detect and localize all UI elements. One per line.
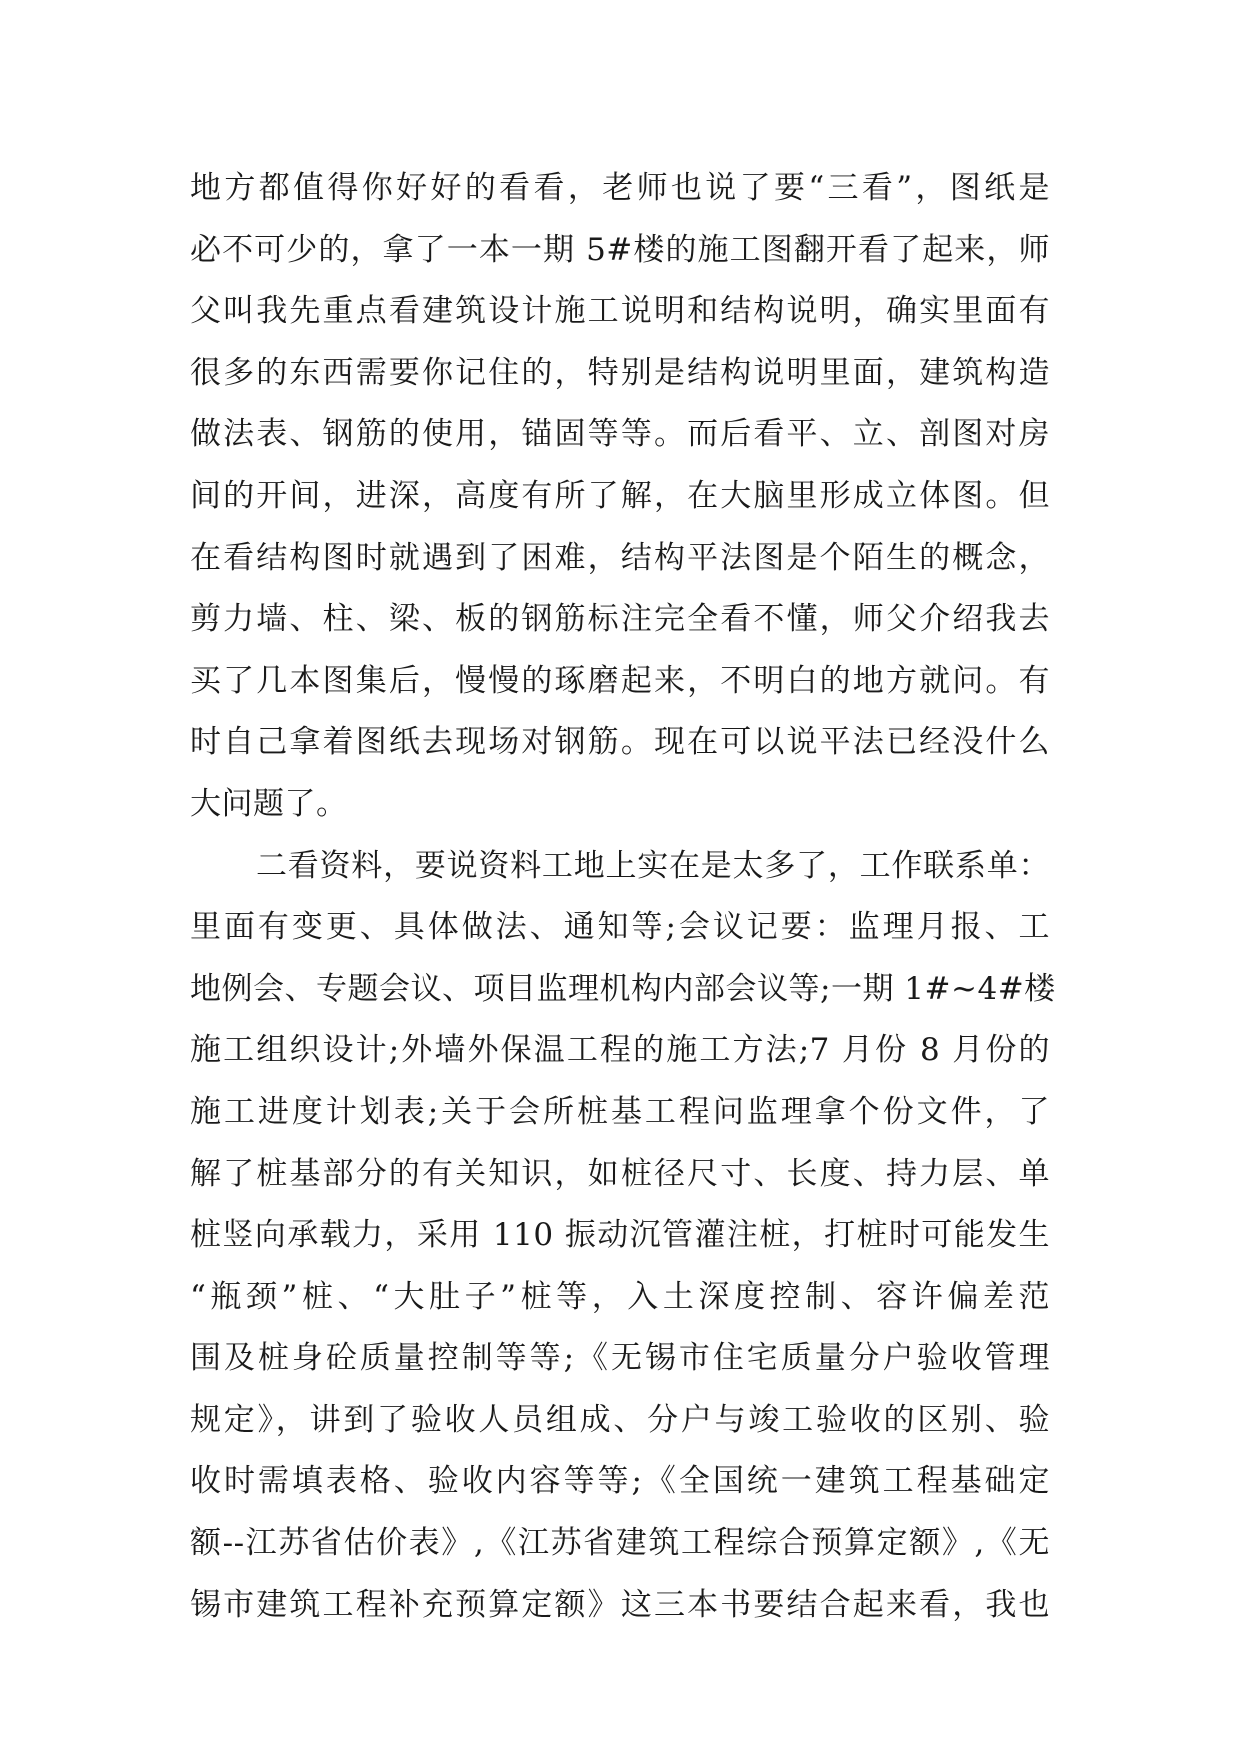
body-text bbox=[190, 158, 1056, 1636]
text-line: 大问题了。 bbox=[190, 785, 348, 822]
text-line: 桩竖向承载力，采用 110 振动沉管灌注桩，打桩时可能发生 bbox=[190, 1217, 1050, 1254]
text-line: 地方都值得你好好的看看，老师也说了要“三看”，图纸是 bbox=[190, 170, 1050, 206]
text-line: 锡市建筑工程补充预算定额》这三本书要结合起来看，我也 bbox=[190, 1586, 1050, 1623]
text-line: 围及桩身砼质量控制等等;《无锡市住宅质量分户验收管理 bbox=[190, 1340, 1050, 1377]
text-line: 规定》，讲到了验收人员组成、分户与竣工验收的区别、验 bbox=[190, 1401, 1050, 1438]
text-line: 剪力墙、柱、梁、板的钢筋标注完全看不懂，师父介绍我去 bbox=[190, 601, 1050, 638]
text-line: 很多的东西需要你记住的，特别是结构说明里面，建筑构造 bbox=[190, 354, 1050, 391]
text-line: “瓶颈”桩、“大肚子”桩等，入土深度控制、容许偏差范 bbox=[190, 1278, 1050, 1315]
text-line: 解了桩基部分的有关知识，如桩径尺寸、长度、持力层、单 bbox=[190, 1155, 1050, 1192]
text-line: 收时需填表格、验收内容等等;《全国统一建筑工程基础定 bbox=[190, 1463, 1050, 1500]
text-line: 买了几本图集后，慢慢的琢磨起来，不明白的地方就问。有 bbox=[190, 662, 1050, 699]
text-line: 间的开间，进深，高度有所了解，在大脑里形成立体图。但 bbox=[190, 477, 1050, 514]
text-line: 里面有变更、具体做法、通知等;会议记要：监理月报、工 bbox=[190, 909, 1050, 946]
text-line: 额--江苏省估价表》,《江苏省建筑工程综合预算定额》,《无 bbox=[190, 1525, 1050, 1562]
text-line: 施工组织设计;外墙外保温工程的施工方法;7 月份 8 月份的 bbox=[190, 1032, 1050, 1069]
text-line: 做法表、钢筋的使用，锚固等等。而后看平、立、剖图对房 bbox=[190, 416, 1050, 453]
paragraph-first-line: 二看资料，要说资料工地上实在是太多了，工作联系单： bbox=[256, 847, 1050, 884]
text-line: 施工进度计划表;关于会所桩基工程问监理拿个份文件，了 bbox=[190, 1093, 1050, 1130]
text-line: 时自己拿着图纸去现场对钢筋。现在可以说平法已经没什么 bbox=[190, 724, 1050, 761]
text-line: 在看结构图时就遇到了困难，结构平法图是个陌生的概念， bbox=[190, 539, 1050, 576]
text-line: 父叫我先重点看建筑设计施工说明和结构说明，确实里面有 bbox=[190, 293, 1050, 330]
text-line: 地例会、专题会议、项目监理机构内部会议等;一期 1#~4#楼 bbox=[190, 970, 1056, 1007]
text-line: 必不可少的，拿了一本一期 5#楼的施工图翻开看了起来，师 bbox=[190, 231, 1050, 268]
